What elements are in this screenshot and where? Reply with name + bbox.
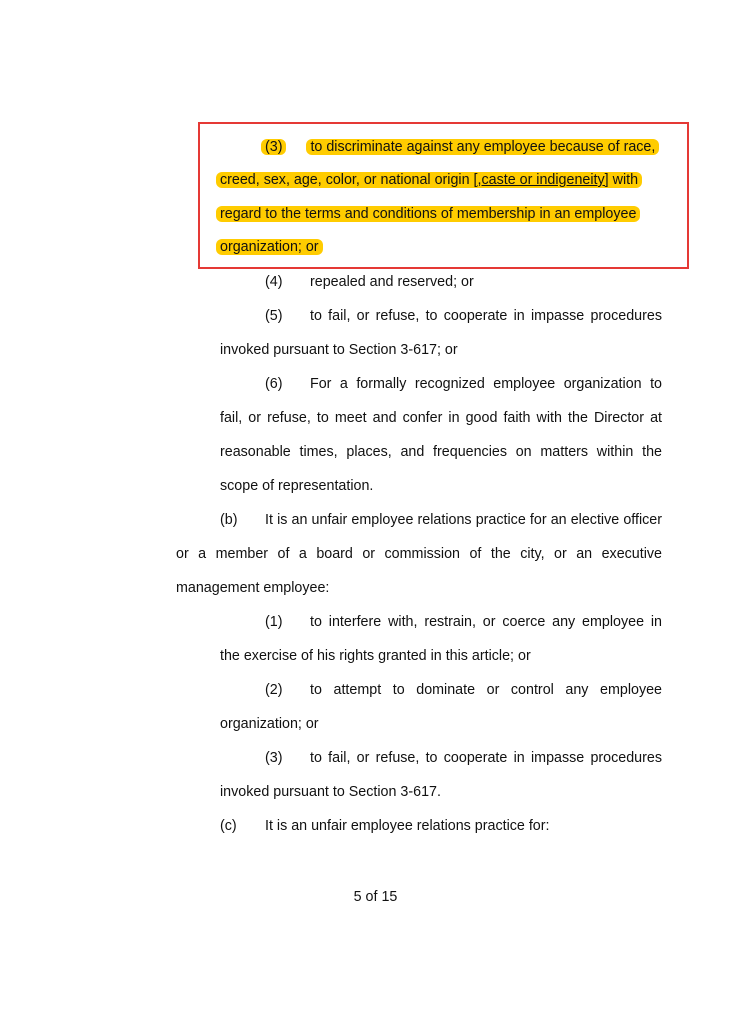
highlighted-item-3-line-3 xyxy=(216,204,640,224)
paragraph-text: to fail, or refuse, to cooperate in impasse procedures xyxy=(310,750,662,766)
highlighted-text: organization; or xyxy=(216,239,323,255)
paragraph-text: management employee: xyxy=(176,580,330,596)
paragraph-text: fail, or refuse, to meet and confer in good faith with the Director at xyxy=(220,410,662,426)
item-number: (4) xyxy=(265,274,283,290)
highlighted-text: regard to the terms and conditions of membership in an employee xyxy=(216,206,640,222)
paragraph-text: invoked pursuant to Section 3-617; or xyxy=(220,342,458,358)
highlighted-text: creed, sex, age, color, or national origin [,caste or indigeneity] with xyxy=(216,172,642,188)
paragraph-text: the exercise of his rights granted in this article; or xyxy=(220,648,531,664)
paragraph-text: It is an unfair employee relations practice for: xyxy=(265,818,550,834)
inserted-bracket-text: [,caste or indigeneity] xyxy=(473,172,609,188)
item-number: (5) xyxy=(265,308,283,324)
paragraph-text: organization; or xyxy=(220,716,319,732)
paragraph-text: It is an unfair employee relations practice for an elective officer xyxy=(265,512,662,528)
page-number: 5 of 15 xyxy=(353,889,398,905)
paragraph-text: invoked pursuant to Section 3-617. xyxy=(220,784,441,800)
highlighted-item-3-line-1 xyxy=(261,137,669,157)
highlighted-item-3-line-2 xyxy=(216,170,642,190)
paragraph-text: to interfere with, restrain, or coerce any employee in xyxy=(310,614,662,630)
item-number: (6) xyxy=(265,376,283,392)
item-number: (2) xyxy=(265,682,283,698)
paragraph-text: scope of representation. xyxy=(220,478,374,494)
section-number: (b) xyxy=(220,512,238,528)
paragraph-text: to attempt to dominate or control any employee xyxy=(310,682,662,698)
item-number: (1) xyxy=(265,614,283,630)
section-number: (c) xyxy=(220,818,237,834)
paragraph-text: reasonable times, places, and frequencies on matters within the xyxy=(220,444,662,460)
highlighted-text: to discriminate against any employee because of race, xyxy=(306,139,659,155)
paragraph-text: For a formally recognized employee organization to xyxy=(310,376,662,392)
paragraph-text: or a member of a board or commission of the city, or an executive xyxy=(176,546,662,562)
item-number: (3) xyxy=(265,750,283,766)
highlighted-item-3-line-4 xyxy=(216,237,323,257)
paragraph-text: repealed and reserved; or xyxy=(310,274,474,290)
paragraph-text: to fail, or refuse, to cooperate in impasse procedures xyxy=(310,308,662,324)
item-number: (3) xyxy=(261,139,286,155)
